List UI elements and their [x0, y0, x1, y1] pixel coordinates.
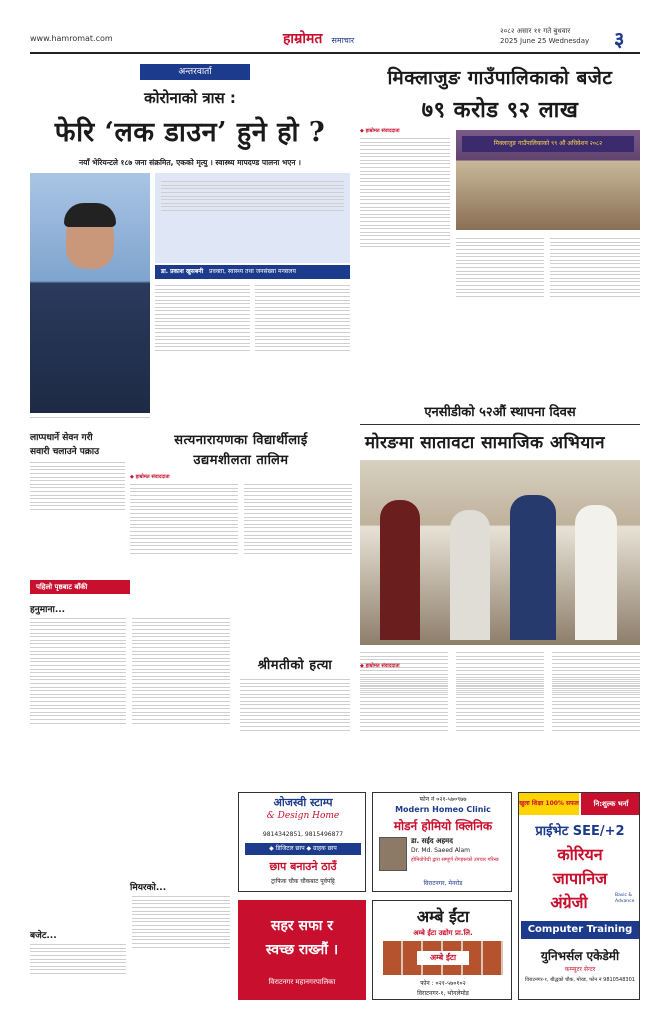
interview-col1	[155, 283, 250, 354]
budget-banner: मिक्लाजुङ गाउँपालिकाको ९९ औं अधिवेशन २०८२	[462, 136, 634, 152]
ambe-sub: अम्बे ईंटा उद्योग प्रा.लि.	[413, 929, 473, 937]
ojaswi-title: ओजस्वी स्टाम्प	[273, 796, 333, 809]
website-url[interactable]: www.hamromat.com	[30, 34, 113, 43]
homeo-phone: फोन नं ०२१-५७०९७७	[419, 796, 467, 803]
homeo-note: होमियोपेथी द्वारा सम्पूर्ण रोगहरूको उपचार गरिन्छ	[411, 857, 499, 863]
ua-line6: युनिभर्सल एकेडेमी	[540, 949, 620, 963]
interview-kicker: कोरोनाको त्रास :	[144, 89, 236, 107]
ncd-photo-figure-1	[380, 500, 420, 640]
ncd-divider	[360, 424, 640, 425]
ambe-product: अम्बे ईंटा	[417, 951, 469, 965]
page1-continued-block	[30, 580, 230, 880]
ua-line4b: Basic & Advance	[615, 893, 635, 904]
ojaswi-phone: 9814342851, 9815496877	[262, 831, 344, 838]
homeo-title-en: Modern Homeo Clinic	[395, 805, 491, 814]
byline-shrimati: ◆ हाम्रोमत संवाददाता	[360, 663, 400, 669]
ad-universal-academy[interactable]	[518, 792, 640, 1000]
budget-col2	[456, 236, 544, 299]
satya-headline-2: उद्यमशीलता तालिम	[193, 453, 289, 468]
masthead-logo	[283, 28, 354, 48]
interview-col2	[255, 283, 350, 354]
miyarko-head: मियरको...	[130, 883, 167, 893]
interview-tag: अन्तरवार्ता	[140, 64, 250, 80]
shrimati-col3	[456, 677, 544, 733]
interview-col0	[30, 415, 150, 421]
sahar-line2: स्वच्छ राख्नौं ।	[265, 942, 339, 958]
ad-modern-homeo[interactable]	[372, 792, 512, 892]
homeo-doctor: डा. सईद अहमद	[411, 837, 453, 845]
ambe-title: अम्बे ईंटा	[416, 907, 470, 926]
page1-tag: पहिलो पृष्ठबाट बाँकी	[30, 580, 130, 594]
lapdhar-block	[30, 430, 125, 580]
masthead-rule	[30, 52, 640, 54]
ojaswi-service: ◆ डिजिटल छाप ◆ ग्राहक छाप	[245, 843, 361, 855]
ua-addr: विराटनगर-१, बौद्धको चौक, मोरङ, फोन नं 9810548301	[525, 977, 635, 983]
homeo-doctor-photo	[379, 837, 407, 871]
shrimati-col4	[552, 677, 640, 733]
ojaswi-cta: छाप बनाउने ठाउँ	[269, 860, 337, 873]
budget-cont-block	[30, 928, 130, 1008]
budget-block	[360, 60, 640, 400]
satya-headline-1: सत्यनारायणका विद्यार्थीलाई	[174, 433, 308, 448]
ua-ribbon: खुला शिक्षा 100% सफल	[519, 793, 579, 815]
masthead	[0, 0, 664, 52]
caption-name: डा. प्रकाश खुसबनी	[161, 268, 204, 275]
budget-col3	[550, 236, 640, 299]
sahar-line1: सहर सफा र	[271, 918, 333, 934]
page-number: ३	[614, 27, 625, 51]
budget-cont-body	[30, 942, 126, 977]
ncd-title: एनसीडीको ५२औं स्थापना दिवस	[424, 405, 576, 420]
lapdhar-body	[30, 460, 125, 513]
ambe-brick-image	[383, 941, 503, 975]
ua-line1: प्राईभेट SEE/+2	[535, 824, 625, 839]
portrait-hair	[64, 203, 116, 227]
page1-col2	[132, 616, 230, 726]
ua-line4: अंग्रेजी	[550, 893, 588, 912]
ua-line3: जापानिज	[552, 869, 608, 888]
date-np: २०८२ असार ११ गते बुधवार	[500, 27, 571, 35]
byline-satya: ◆ हाम्रोमत संवाददाता	[130, 474, 170, 480]
logo-sub: समाचार	[331, 36, 355, 45]
ua-free: नि:शुल्क भर्ना	[581, 793, 640, 815]
interview-photo	[30, 173, 150, 413]
caption-bar	[155, 265, 350, 279]
ua-line5: Computer Training	[521, 921, 639, 939]
intro-box	[155, 173, 350, 263]
ncd-headline: मोरङमा सातावटा सामाजिक अभियान	[364, 433, 606, 453]
shrimati-block	[240, 655, 640, 785]
shrimati-col2	[360, 677, 448, 733]
ambe-addr: विराटनगर-१, भोगलेमोड	[417, 990, 469, 997]
caption-role: प्रवक्ता, स्वास्थ्य तथा जनसंख्या मन्त्रालय	[209, 268, 296, 275]
lapdhar-headline-1: लाप्पधार्ने सेवन गरी	[30, 433, 93, 443]
municipality-name: विराटनगर महानगरपालिका	[268, 978, 336, 986]
interview-subhead: नयाँ भेरियन्टले १८७ जना संक्रमित, एकको मृत्यु । स्वास्थ्य मापदण्ड पालना भएन ।	[79, 158, 301, 167]
homeo-addr: विराटनगर, मेनरोड	[423, 880, 463, 887]
ncd-photo	[360, 460, 640, 645]
miyarko-body	[132, 894, 230, 950]
ad-sahar-safa	[238, 900, 366, 1000]
interview-block	[30, 60, 350, 425]
ojaswi-sub: & Design Home	[266, 811, 340, 821]
page1-col1	[30, 616, 126, 726]
byline-budget: ◆ हाम्रोमत संवाददाता	[360, 128, 400, 134]
interview-headline: फेरि ‘लक डाउन’ हुने हो ?	[54, 117, 326, 148]
date-en: 2025 June 25 Wednesday	[500, 37, 590, 45]
budget-cont-head: बजेट...	[30, 931, 57, 941]
ncd-photo-figure-4	[575, 505, 617, 640]
homeo-doctor-en: Dr. Md. Saeed Alam	[411, 847, 471, 854]
logo-text: हाम्रोमत	[283, 31, 323, 47]
budget-headline-1: मिक्लाजुङ गाउँपालिकाको बजेट	[387, 67, 613, 89]
satya-col1	[130, 482, 238, 556]
budget-headline-2: ७९ करोड ९२ लाख	[421, 97, 579, 123]
ua-line2: कोरियन	[557, 845, 603, 864]
ad-ojaswi-stamp[interactable]	[238, 792, 366, 892]
shrimati-col1	[240, 677, 350, 733]
hanumana-head: हनुमाना...	[30, 605, 66, 615]
ad-ambe-eta[interactable]	[372, 900, 512, 1000]
lapdhar-headline-2: सवारी चलाउने पक्राउ	[30, 447, 100, 457]
budget-col1	[360, 136, 450, 250]
ambe-phone: फोन : ०२१-५७०१०२	[420, 980, 466, 987]
ojaswi-footer: ट्राफिक चौक चौकबाट पूर्वपट्टि	[271, 878, 335, 885]
budget-photo	[456, 130, 640, 230]
homeo-title-np: मोडर्न होमियो क्लिनिक	[393, 819, 493, 833]
satya-col2	[244, 482, 352, 556]
ncd-photo-figure-3	[510, 495, 556, 640]
ncd-photo-figure-2	[450, 510, 490, 640]
shrimati-headline: श्रीमतीको हत्या	[257, 658, 333, 673]
ua-line6b: कम्प्युटर सेन्टर	[564, 966, 596, 973]
